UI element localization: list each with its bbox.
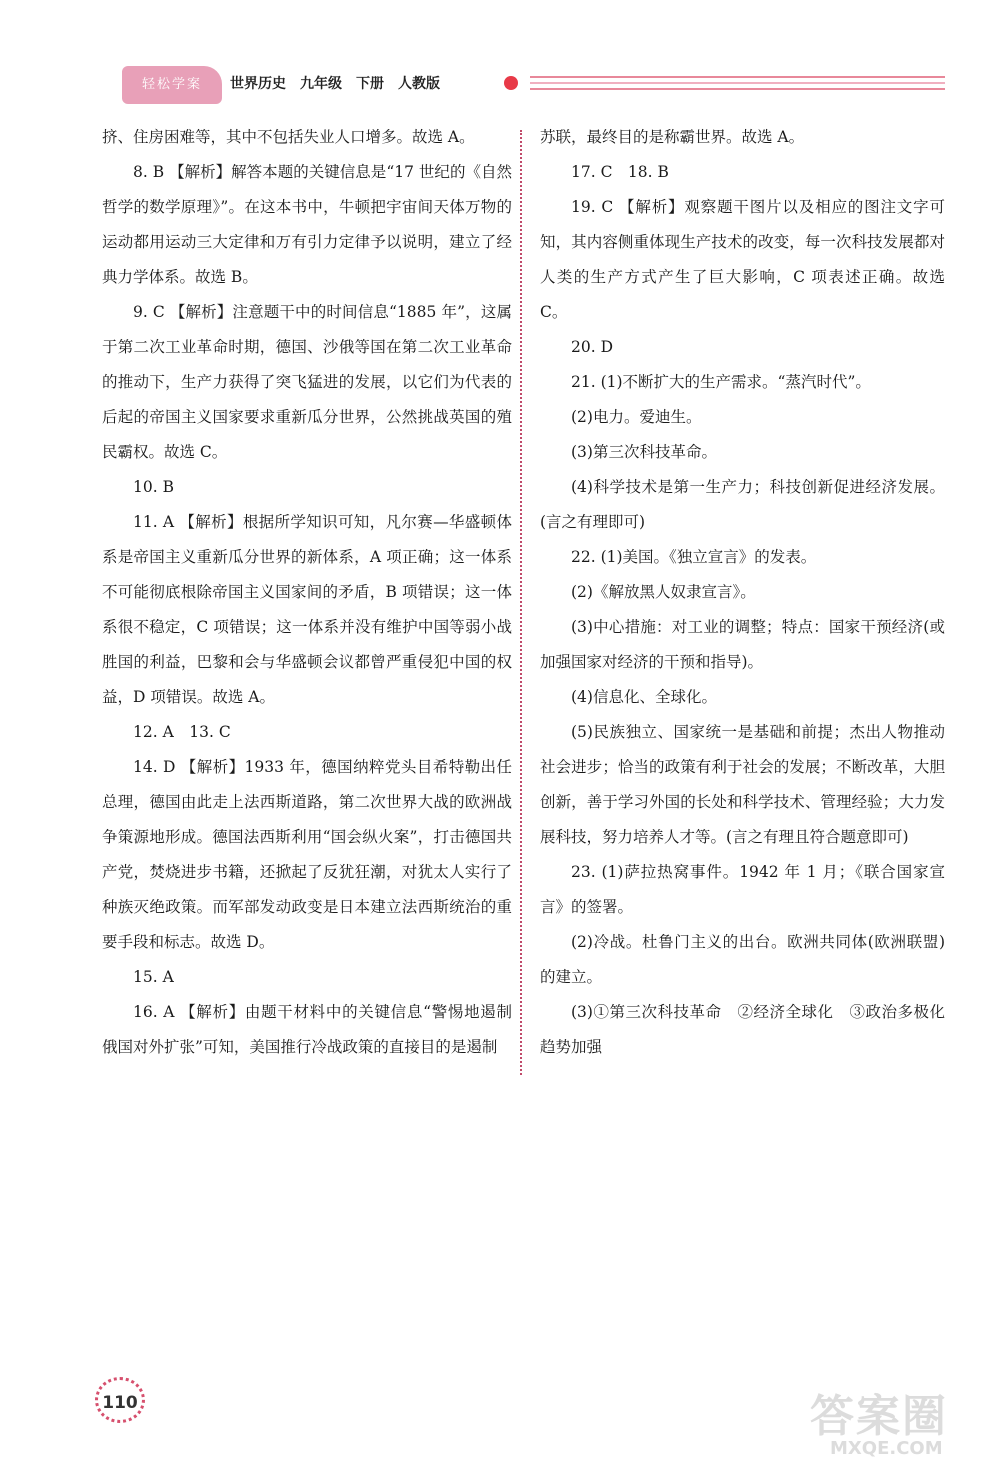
answer-paragraph: (5)民族独立、国家统一是基础和前提；杰出人物推动社会进步；恰当的政策有利于社会的发展；不断改革，大胆创新，善于学习外国的长处和科学技术、管理经验；大力发展科技，努力培养人才等。(言之有理且符合题意即可): [540, 723, 945, 846]
answer-paragraph: (3)①第三次科技革命 ②经济全球化 ③政治多极化趋势加强: [540, 1003, 945, 1056]
watermark-text: 答案圈: [810, 1391, 948, 1442]
answer-paragraph: 19. C 【解析】观察题干图片以及相应的图注文字可知，其内容侧重体现生产技术的改变，每一次科技发展都对人类的生产方式产生了巨大影响，C 项表述正确。故选 C。: [540, 198, 945, 321]
page-number: 110: [95, 1377, 145, 1423]
answer-paragraph: 10. B: [133, 478, 174, 496]
answer-paragraph: (3)中心措施：对工业的调整；特点：国家干预经济(或加强国家对经济的干预和指导)。: [540, 618, 945, 671]
answer-paragraph: (2)电力。爱迪生。: [571, 408, 702, 426]
answer-paragraph: 22. (1)美国。《独立宣言》的发表。: [571, 548, 817, 566]
answer-paragraph: (2)《解放黑人奴隶宣言》。: [571, 583, 756, 601]
header-dot-icon: [504, 76, 518, 90]
answer-paragraph: 15. A: [133, 968, 174, 986]
watermark-url: MXQE.COM: [830, 1438, 943, 1459]
answer-paragraph: (2)冷战。杜鲁门主义的出台。欧洲共同体(欧洲联盟)的建立。: [540, 933, 945, 986]
answer-paragraph: 17. C 18. B: [571, 163, 669, 181]
answer-paragraph: 21. (1)不断扩大的生产需求。“蒸汽时代”。: [571, 373, 871, 391]
right-answer-column: [540, 120, 945, 1065]
answer-paragraph: 苏联，最终目的是称霸世界。故选 A。: [540, 128, 805, 146]
answer-paragraph: 20. D: [571, 338, 614, 356]
answer-paragraph: 23. (1)萨拉热窝事件。1942 年 1 月；《联合国家宣言》的签署。: [540, 863, 945, 916]
answer-paragraph: (4)信息化、全球化。: [571, 688, 717, 706]
series-badge: 轻松学案: [122, 66, 222, 104]
book-title: 世界历史 九年级 下册 人教版: [230, 76, 440, 92]
answer-paragraph: 12. A 13. C: [133, 723, 231, 741]
header-decorative-lines: [530, 72, 945, 94]
answer-paragraph: 16. A 【解析】由题干材料中的关键信息“警惕地遏制俄国对外扩张”可知，美国推行冷战政策的直接目的是遏制: [102, 1003, 512, 1056]
answer-paragraph: 14. D 【解析】1933 年，德国纳粹党头目希特勒出任总理，德国由此走上法西斯道路，第二次世界大战的欧洲战争策源地形成。德国法西斯利用“国会纵火案”，打击德国共产党，焚烧进步书籍，还掀起了反犹狂潮，对犹太人实行了种族灭绝政策。而军部发动政变是日本建立法西斯统治的重要手段和标志。故选 D。: [102, 758, 512, 951]
watermark: [810, 1380, 990, 1460]
column-divider: [520, 130, 522, 1075]
answer-paragraph: 9. C 【解析】注意题干中的时间信息“1885 年”，这属于第二次工业革命时期，德国、沙俄等国在第二次工业革命的推动下，生产力获得了突飞猛进的发展，以它们为代表的后起的帝国主义国家要求重新瓜分世界，公然挑战英国的殖民霸权。故选 C。: [102, 303, 512, 461]
page-header: [0, 0, 1000, 110]
answer-paragraph: (4)科学技术是第一生产力；科技创新促进经济发展。(言之有理即可): [540, 478, 945, 531]
answer-paragraph: 挤、住房困难等，其中不包括失业人口增多。故选 A。: [102, 128, 475, 146]
answer-paragraph: (3)第三次科技革命。: [571, 443, 717, 461]
answer-paragraph: 8. B 【解析】解答本题的关键信息是“17 世纪的《自然哲学的数学原理》”。在这本书中，牛顿把宇宙间天体万物的运动都用运动三大定律和万有引力定律予以说明，建立了经典力学体系。故选 B。: [102, 163, 512, 286]
answer-paragraph: 11. A 【解析】根据所学知识可知，凡尔赛—华盛顿体系是帝国主义重新瓜分世界的新体系，A 项正确；这一体系不可能彻底根除帝国主义国家间的矛盾，B 项错误；这一体系很不稳定，C 项错误；这一体系并没有维护中国等弱小战胜国的利益，巴黎和会与华盛顿会议都曾严重侵犯中国的权益，D 项错误。故选 A。: [102, 513, 512, 706]
left-answer-column: [102, 120, 512, 1065]
